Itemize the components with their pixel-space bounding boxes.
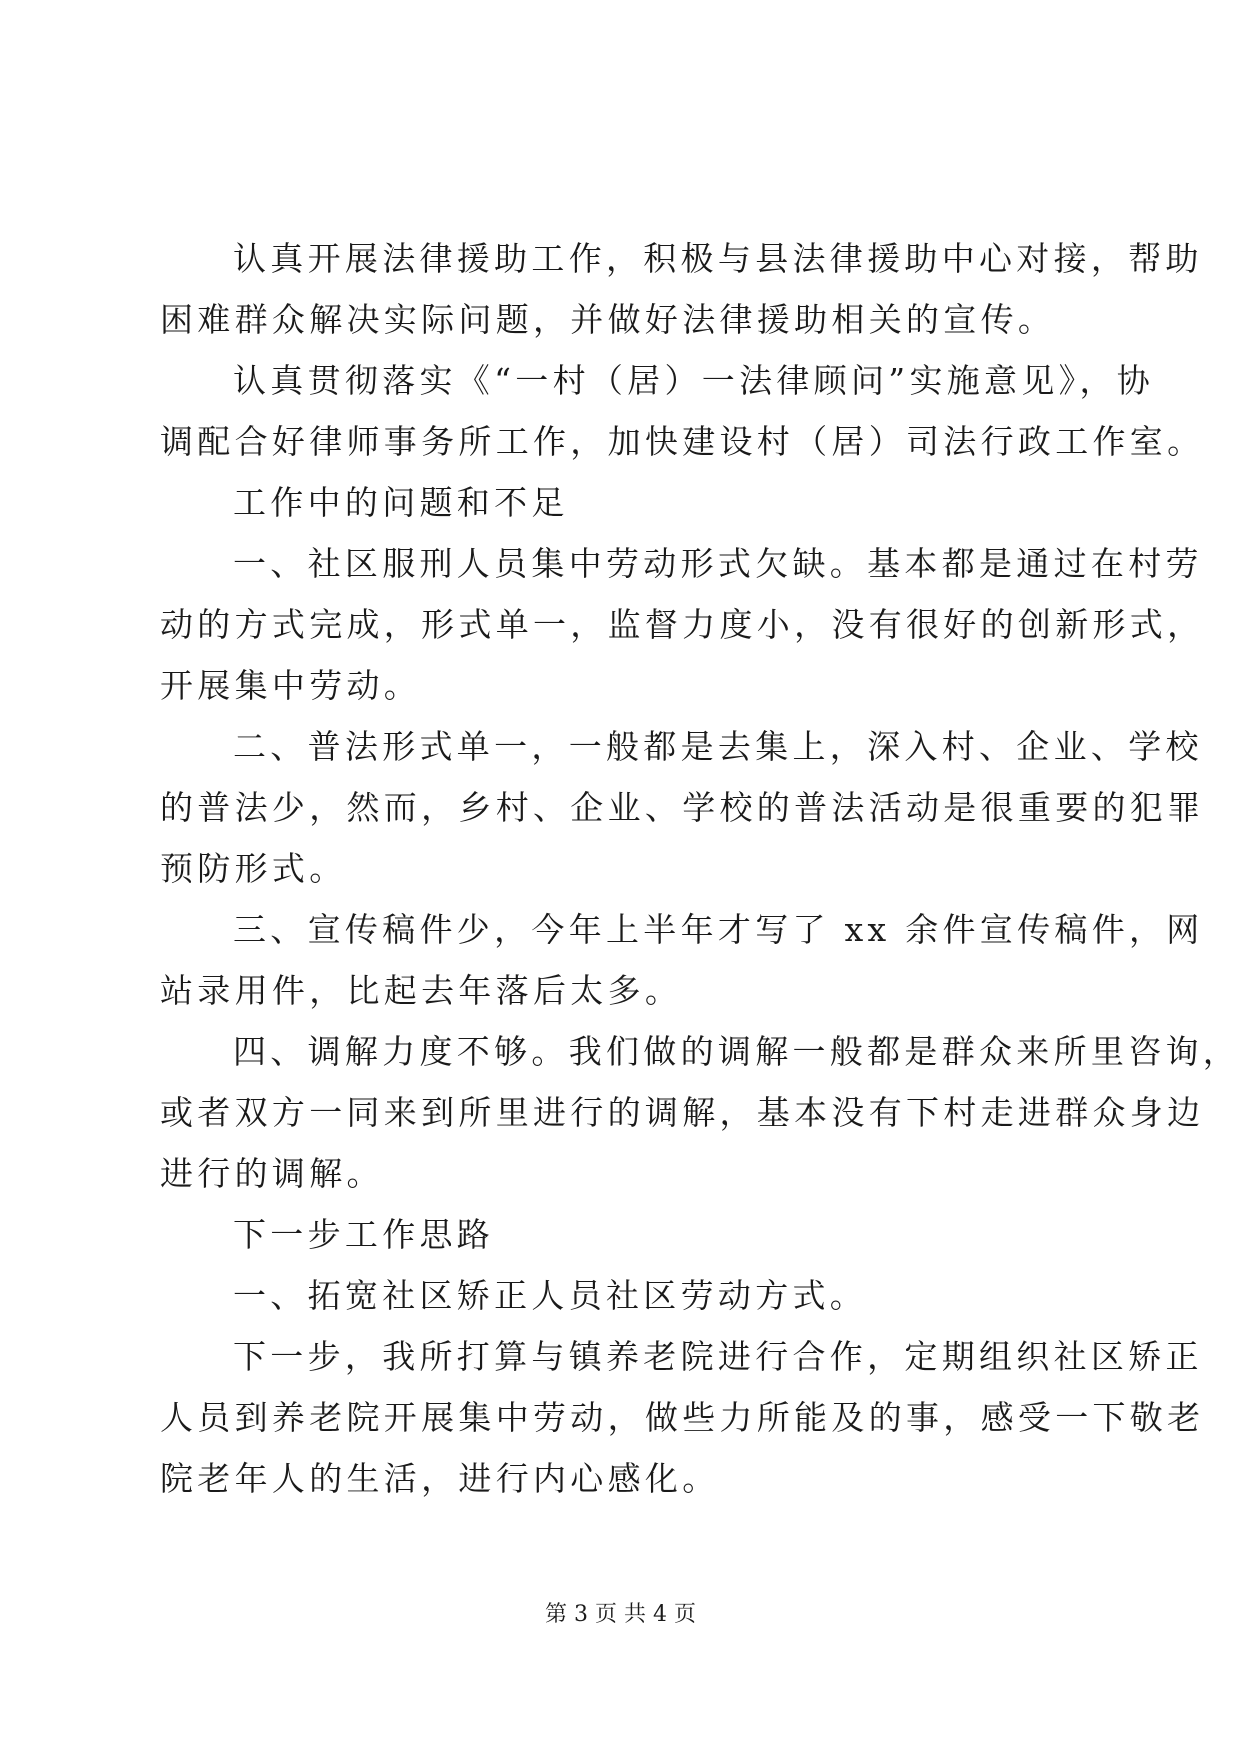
text-line: 一、社区服刑人员集中劳动形式欠缺。基本都是通过在村劳 — [233, 544, 1203, 583]
text-line: 的普法少，然而，乡村、企业、学校的普法活动是很重要的犯罪 — [160, 788, 1205, 827]
text-line: 或者双方一同来到所里进行的调解，基本没有下村走进群众身边 — [160, 1093, 1205, 1132]
text-line: 调配合好律师事务所工作，加快建设村（居）司法行政工作室。 — [160, 422, 1205, 461]
page-footer: 第 3 页 共 4 页 — [545, 1602, 696, 1627]
text-line: 进行的调解。 — [160, 1154, 384, 1193]
text-line: 认真贯彻落实《“一村（居）一法律顾问”实施意见》，协 — [233, 361, 1155, 400]
text-line: 人员到养老院开展集中劳动，做些力所能及的事，感受一下敬老 — [160, 1398, 1205, 1437]
text-line: 院老年人的生活，进行内心感化。 — [160, 1459, 720, 1498]
text-line: 认真开展法律援助工作，积极与县法律援助中心对接，帮助 — [233, 239, 1203, 278]
text-line: 预防形式。 — [160, 849, 347, 888]
text-line: 二、普法形式单一，一般都是去集上，深入村、企业、学校 — [233, 727, 1203, 766]
text-line: 四、调解力度不够。我们做的调解一般都是群众来所里咨询， — [233, 1032, 1241, 1071]
text-line: 三、宣传稿件少，今年上半年才写了 xx 余件宣传稿件，网 — [233, 910, 1204, 949]
text-line: 动的方式完成，形式单一，监督力度小，没有很好的创新形式， — [160, 605, 1205, 644]
text-line: 一、拓宽社区矫正人员社区劳动方式。 — [233, 1276, 868, 1315]
text-line: 下一步，我所打算与镇养老院进行合作，定期组织社区矫正 — [233, 1337, 1203, 1376]
text-line: 困难群众解决实际问题，并做好法律援助相关的宣传。 — [160, 300, 1056, 339]
text-line: 站录用件，比起去年落后太多。 — [160, 971, 683, 1010]
text-line: 下一步工作思路 — [233, 1215, 495, 1254]
text-line: 开展集中劳动。 — [160, 666, 422, 705]
text-line: 工作中的问题和不足 — [233, 483, 569, 522]
document-body — [160, 228, 1241, 1509]
